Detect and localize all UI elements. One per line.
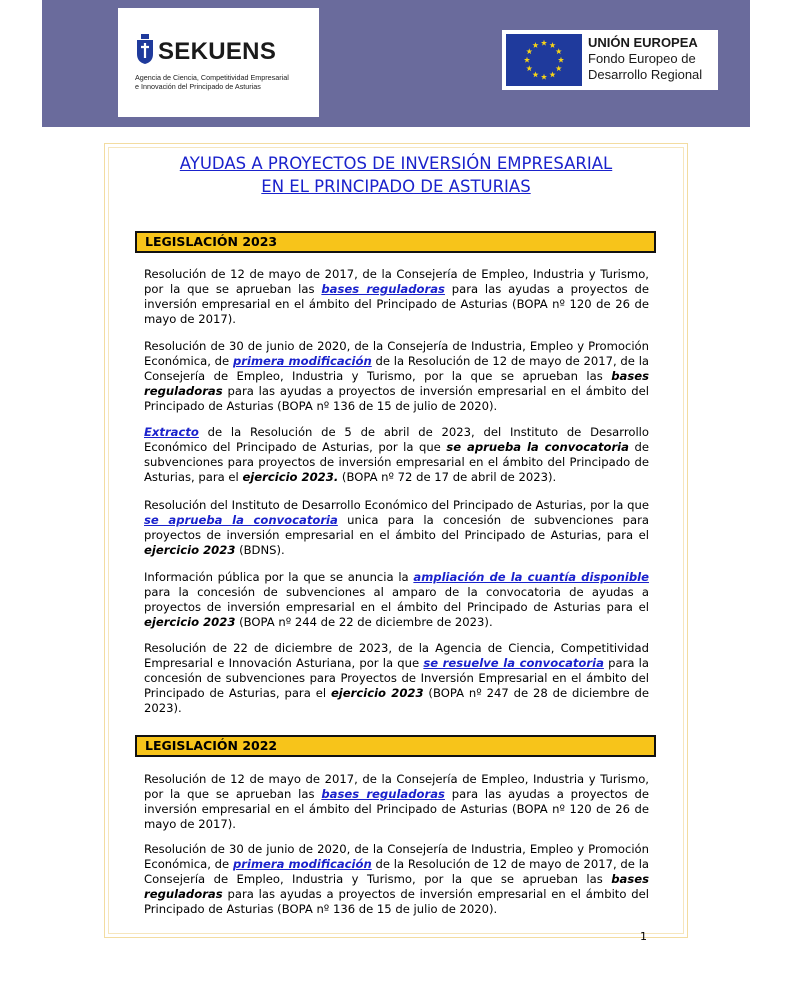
text: para las ayudas a proyectos de inversión empresarial en el ámbito del Principado de Asturias (BOPA nº 120 de 26 de mayo de 2017). xyxy=(144,282,649,326)
bold-text: bases reguladoras xyxy=(144,369,649,398)
text: Información pública por la que se anuncia la xyxy=(144,570,414,584)
sekuens-brand: SEKUENS xyxy=(158,38,277,65)
link-extracto[interactable]: Extracto xyxy=(144,425,199,439)
text: de la Resolución de 12 de mayo de 2017, de la Consejería de Empleo, Industria y Turismo, por la que se aprueban las xyxy=(144,354,650,383)
eu-fund-line1: Fondo Europeo de xyxy=(588,51,696,66)
text: Resolución de 12 de mayo de 2017, de la Consejería de Empleo, Industria y Turismo, por la que se aprueban las xyxy=(144,267,649,296)
sekuens-subtitle-line2: e Innovación del Principado de Asturias xyxy=(135,82,261,91)
link-bases-reguladoras-2022[interactable]: bases reguladoras xyxy=(321,787,445,801)
link-bases-reguladoras[interactable]: bases reguladoras xyxy=(321,282,445,296)
link-primera-modificacion[interactable]: primera modificación xyxy=(232,354,372,368)
link-primera-modificacion-2022[interactable]: primera modificación xyxy=(232,857,372,871)
text: Resolución del Instituto de Desarrollo Económico del Principado de Asturias, por la que xyxy=(144,498,649,512)
text: Resolución de 30 de junio de 2020, de la Consejería de Industria, Empleo y Promoción Económica, de xyxy=(144,339,649,368)
paragraph-2023-bases xyxy=(144,267,649,327)
link-ampliacion-cuantia[interactable]: ampliación de la cuantía disponible xyxy=(413,570,649,584)
section-heading-2023: LEGISLACIÓN 2023 xyxy=(135,231,656,253)
text: de la Resolución de 5 de abril de 2023, del Instituto de Desarrollo Económico del Principado de Asturias, por la que xyxy=(144,425,649,454)
sekuens-logo xyxy=(118,8,319,117)
bold-text: ejercicio 2023. xyxy=(242,470,339,484)
text: para la concesión de subvenciones al amparo de la convocatoria de ayudas a proyectos de inversión empresarial en el ámbito del Principado de Asturias para el xyxy=(144,585,649,614)
bold-text: ejercicio 2023 xyxy=(144,543,236,557)
paragraph-2023-ampliacion xyxy=(144,570,649,630)
text: Resolución de 30 de junio de 2020, de la Consejería de Industria, Empleo y Promoción Económica, de xyxy=(144,842,649,871)
text: para las ayudas a proyectos de inversión empresarial en el ámbito del Principado de Asturias (BOPA nº 136 de 15 de julio de 2020). xyxy=(144,384,649,413)
bold-text: ejercicio 2023 xyxy=(330,686,424,700)
bold-text: ejercicio 2023 xyxy=(144,615,236,629)
document-title xyxy=(106,152,686,198)
bold-text: se aprueba la convocatoria xyxy=(446,440,629,454)
sekuens-subtitle-line1: Agencia de Ciencia, Competitividad Empresarial xyxy=(135,73,289,82)
text: para las ayudas a proyectos de inversión empresarial en el ámbito del Principado de Asturias (BOPA nº 136 de 15 de julio de 2020). xyxy=(144,887,649,916)
paragraph-2023-convocatoria xyxy=(144,498,649,558)
text: de la Resolución de 12 de mayo de 2017, de la Consejería de Empleo, Industria y Turismo, por la que se aprueban las xyxy=(144,857,650,886)
page-number: 1 xyxy=(640,930,647,943)
bold-text: bases reguladoras xyxy=(144,872,649,901)
paragraph-2022-bases xyxy=(144,772,649,832)
eu-fund-line2: Desarrollo Regional xyxy=(588,67,703,82)
text: Resolución de 22 de diciembre de 2023, de la Agencia de Ciencia, Competitividad Empresarial e Innovación Asturiana, por la que xyxy=(144,641,649,670)
title-line-2: EN EL PRINCIPADO DE ASTURIAS xyxy=(261,177,531,196)
text: de subvenciones para proyectos de inversión empresarial en el ámbito del Principado de Asturias, para el xyxy=(144,440,650,484)
asturias-shield-icon xyxy=(135,34,155,64)
eu-flag-icon xyxy=(506,34,582,86)
eu-text xyxy=(588,35,702,83)
paragraph-2022-modificacion xyxy=(144,842,649,917)
link-se-aprueba-convocatoria[interactable]: se aprueba la convocatoria xyxy=(144,513,338,527)
text: (BOPA nº 72 de 17 de abril de 2023). xyxy=(338,470,557,484)
paragraph-2023-extracto xyxy=(144,425,649,485)
text: (BDNS). xyxy=(235,543,285,557)
section-heading-2022: LEGISLACIÓN 2022 xyxy=(135,735,656,757)
title-line-1: AYUDAS A PROYECTOS DE INVERSIÓN EMPRESARIAL xyxy=(179,154,613,173)
paragraph-2023-modificacion xyxy=(144,339,649,414)
paragraph-2023-resolucion xyxy=(144,641,649,716)
text: para la concesión de subvenciones para Proyectos de Inversión Empresarial en el ámbito del Principado de Asturias, para el xyxy=(144,656,649,700)
text: unica para la concesión de subvenciones para proyectos de inversión empresarial en el ámbito del Principado de Asturias, para el xyxy=(144,513,649,542)
text: Resolución de 12 de mayo de 2017, de la Consejería de Empleo, Industria y Turismo, por la que se aprueban las xyxy=(144,772,649,801)
text: (BOPA nº 244 de 22 de diciembre de 2023). xyxy=(235,615,493,629)
link-se-resuelve-convocatoria[interactable]: se resuelve la convocatoria xyxy=(423,656,604,670)
text: (BOPA nº 247 de 28 de diciembre de 2023). xyxy=(144,686,649,715)
eu-title: UNIÓN EUROPEA xyxy=(588,35,698,50)
text: para las ayudas a proyectos de inversión empresarial en el ámbito del Principado de Asturias (BOPA nº 120 de 26 de mayo de 2017). xyxy=(144,787,649,831)
eu-logo xyxy=(502,30,718,90)
sekuens-subtitle xyxy=(135,73,315,91)
